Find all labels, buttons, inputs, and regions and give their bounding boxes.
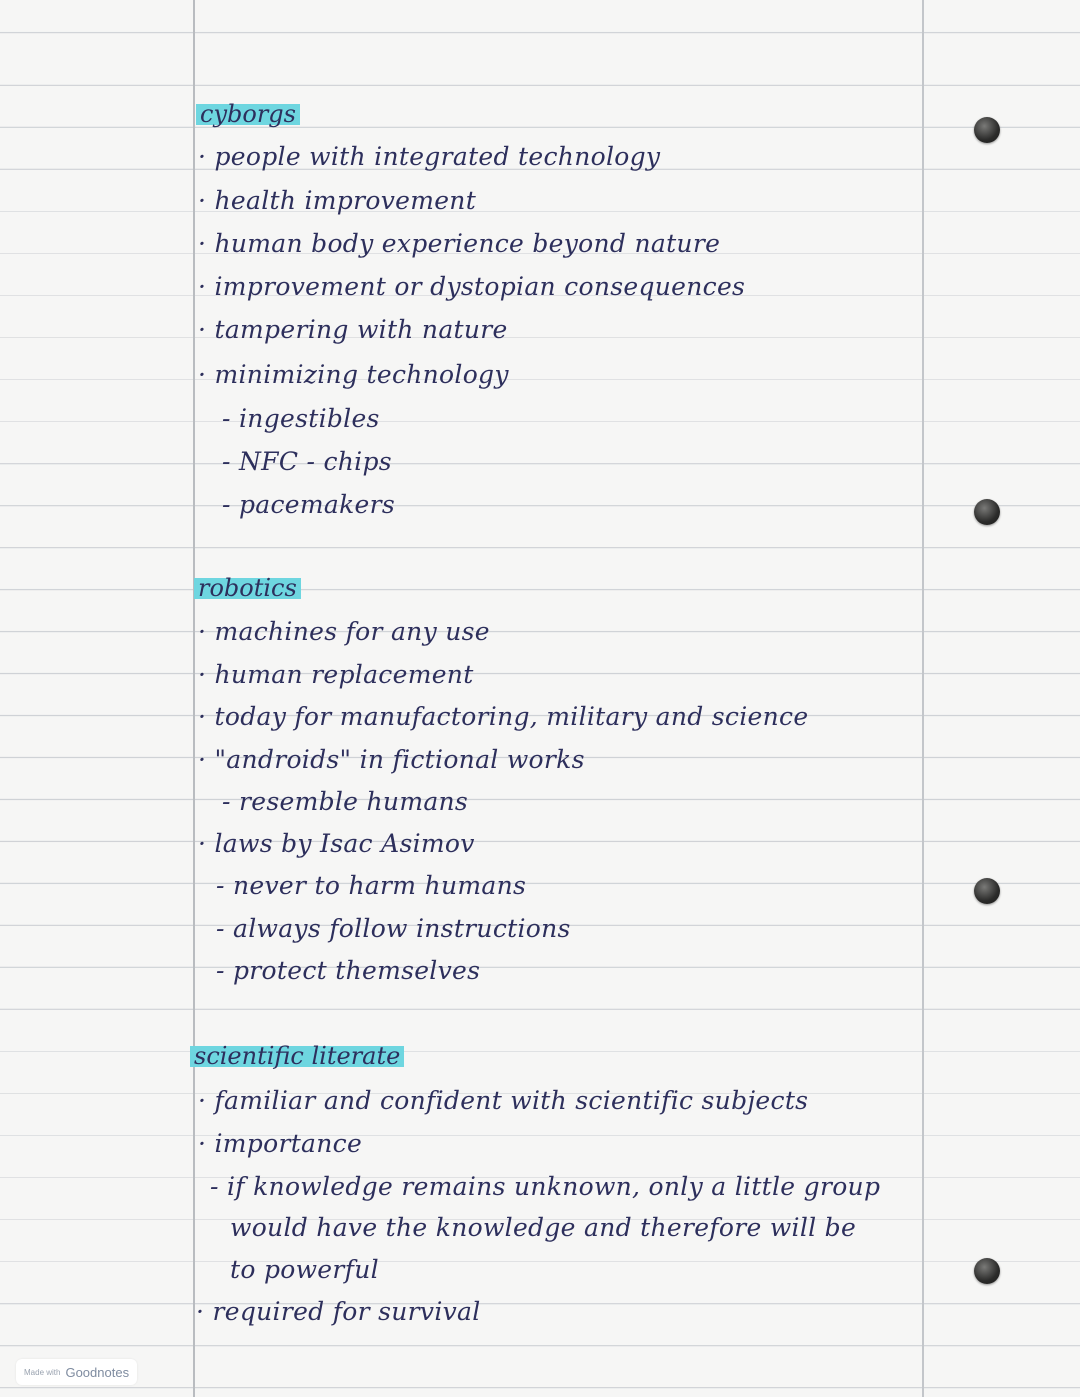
note-subline: - protect themselves bbox=[216, 956, 481, 985]
note-subline: - always follow instructions bbox=[216, 914, 571, 943]
watermark-brand: Goodnotes bbox=[65, 1364, 130, 1380]
note-line: · "androids" in fictional works bbox=[198, 745, 585, 774]
note-line: · tampering with nature bbox=[198, 315, 508, 344]
heading-cyborgs: cyborgs bbox=[196, 100, 300, 128]
note-line: · minimizing technology bbox=[198, 360, 509, 389]
goodnotes-watermark bbox=[16, 1359, 137, 1385]
note-line: · required for survival bbox=[196, 1297, 481, 1326]
note-line: · today for manufactoring, military and science bbox=[198, 702, 809, 731]
note-subline: - never to harm humans bbox=[216, 871, 527, 900]
note-line: · health improvement bbox=[198, 186, 477, 215]
note-subline: - pacemakers bbox=[222, 490, 396, 519]
note-line: · familiar and confident with scientific subjects bbox=[198, 1086, 809, 1115]
note-line: · importance bbox=[198, 1129, 363, 1158]
note-line: · machines for any use bbox=[198, 617, 490, 646]
watermark-made-with: Made with bbox=[24, 1367, 61, 1377]
note-line: · people with integrated technology bbox=[198, 142, 661, 171]
heading-robotics: robotics bbox=[194, 574, 301, 602]
note-subline: - if knowledge remains unknown, only a little group bbox=[210, 1172, 881, 1201]
heading-scientific-literate: scientific literate bbox=[190, 1042, 404, 1070]
note-subline: - ingestibles bbox=[222, 404, 380, 433]
note-line: · human replacement bbox=[198, 660, 474, 689]
note-line: · laws by Isac Asimov bbox=[198, 829, 475, 858]
note-subline: - resemble humans bbox=[222, 787, 469, 816]
note-line: · human body experience beyond nature bbox=[198, 229, 721, 258]
note-line: · improvement or dystopian consequences bbox=[198, 272, 746, 301]
note-continuation: to powerful bbox=[230, 1255, 379, 1284]
note-continuation: would have the knowledge and therefore will be bbox=[230, 1213, 857, 1242]
note-subline: - NFC - chips bbox=[222, 447, 392, 476]
